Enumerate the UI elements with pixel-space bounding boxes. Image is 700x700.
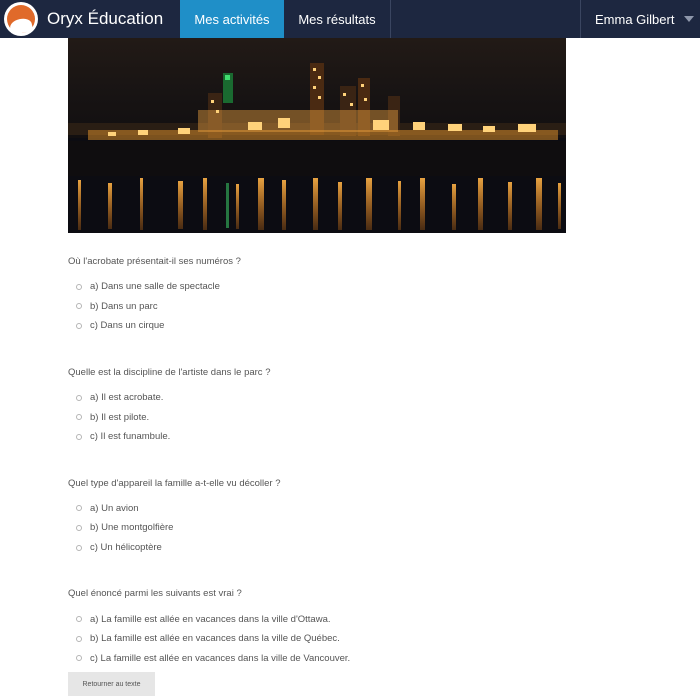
option-4b[interactable]	[76, 629, 628, 649]
radio-icon[interactable]	[76, 545, 82, 551]
option-2a[interactable]	[76, 388, 628, 408]
option-label: c) Il est funambule.	[90, 431, 171, 443]
radio-icon[interactable]	[76, 636, 82, 642]
radio-icon[interactable]	[76, 616, 82, 622]
option-label: b) Dans un parc	[90, 300, 158, 312]
oryx-logo-icon	[4, 2, 38, 36]
tab-mes-activites[interactable]: Mes activités	[180, 0, 284, 38]
radio-icon[interactable]	[76, 414, 82, 420]
option-3c[interactable]	[76, 538, 628, 558]
option-4c[interactable]	[76, 649, 628, 669]
option-label: c) Dans un cirque	[90, 320, 165, 332]
question-text: Quelle est la discipline de l'artiste dans le parc ?	[68, 366, 271, 378]
option-label: c) Un hélicoptère	[90, 542, 162, 554]
radio-icon[interactable]	[76, 525, 82, 531]
question-1	[68, 255, 628, 336]
app-title: Oryx Éducation	[47, 9, 164, 28]
top-navbar	[0, 0, 700, 38]
option-1b[interactable]	[76, 297, 628, 317]
quiz-content	[68, 255, 628, 698]
option-label: c) La famille est allée en vacances dans la ville de Vancouver.	[90, 652, 351, 664]
chevron-down-icon	[684, 16, 694, 22]
option-label: b) Une montgolfière	[90, 522, 174, 534]
question-text: Où l'acrobate présentait-il ses numéros ?	[68, 256, 241, 267]
radio-icon[interactable]	[76, 434, 82, 440]
option-label: b) Il est pilote.	[90, 411, 150, 423]
option-label: a) Dans une salle de spectacle	[90, 281, 220, 293]
option-2b[interactable]	[76, 407, 628, 427]
option-label: b) La famille est allée en vacances dans la ville de Québec.	[90, 633, 340, 645]
option-4a[interactable]	[76, 609, 628, 629]
option-label: a) Un avion	[90, 502, 139, 514]
brand[interactable]	[0, 0, 180, 38]
tab-mes-resultats[interactable]: Mes résultats	[284, 0, 391, 38]
option-1c[interactable]	[76, 316, 628, 336]
option-label: a) La famille est allée en vacances dans la ville d'Ottawa.	[90, 613, 331, 625]
radio-icon[interactable]	[76, 655, 82, 661]
user-name: Emma Gilbert	[595, 11, 675, 27]
option-3a[interactable]	[76, 499, 628, 519]
question-text: Quel énoncé parmi les suivants est vrai ?	[68, 588, 242, 600]
question-4	[68, 587, 628, 668]
navbar-spacer	[391, 0, 580, 38]
question-text: Quel type d'appareil la famille a-t-elle vu décoller ?	[68, 477, 281, 489]
back-to-text-button[interactable]: Retourner au texte	[68, 672, 155, 696]
question-3	[68, 477, 628, 558]
option-1a[interactable]	[76, 277, 628, 297]
radio-icon[interactable]	[76, 505, 82, 511]
radio-icon[interactable]	[76, 303, 82, 309]
radio-icon[interactable]	[76, 323, 82, 329]
option-2c[interactable]	[76, 427, 628, 447]
city-night-image	[68, 38, 566, 233]
radio-icon[interactable]	[76, 395, 82, 401]
option-3b[interactable]	[76, 518, 628, 538]
user-menu[interactable]	[580, 0, 700, 38]
option-label: a) Il est acrobate.	[90, 392, 164, 404]
question-2	[68, 366, 628, 447]
radio-icon[interactable]	[76, 284, 82, 290]
